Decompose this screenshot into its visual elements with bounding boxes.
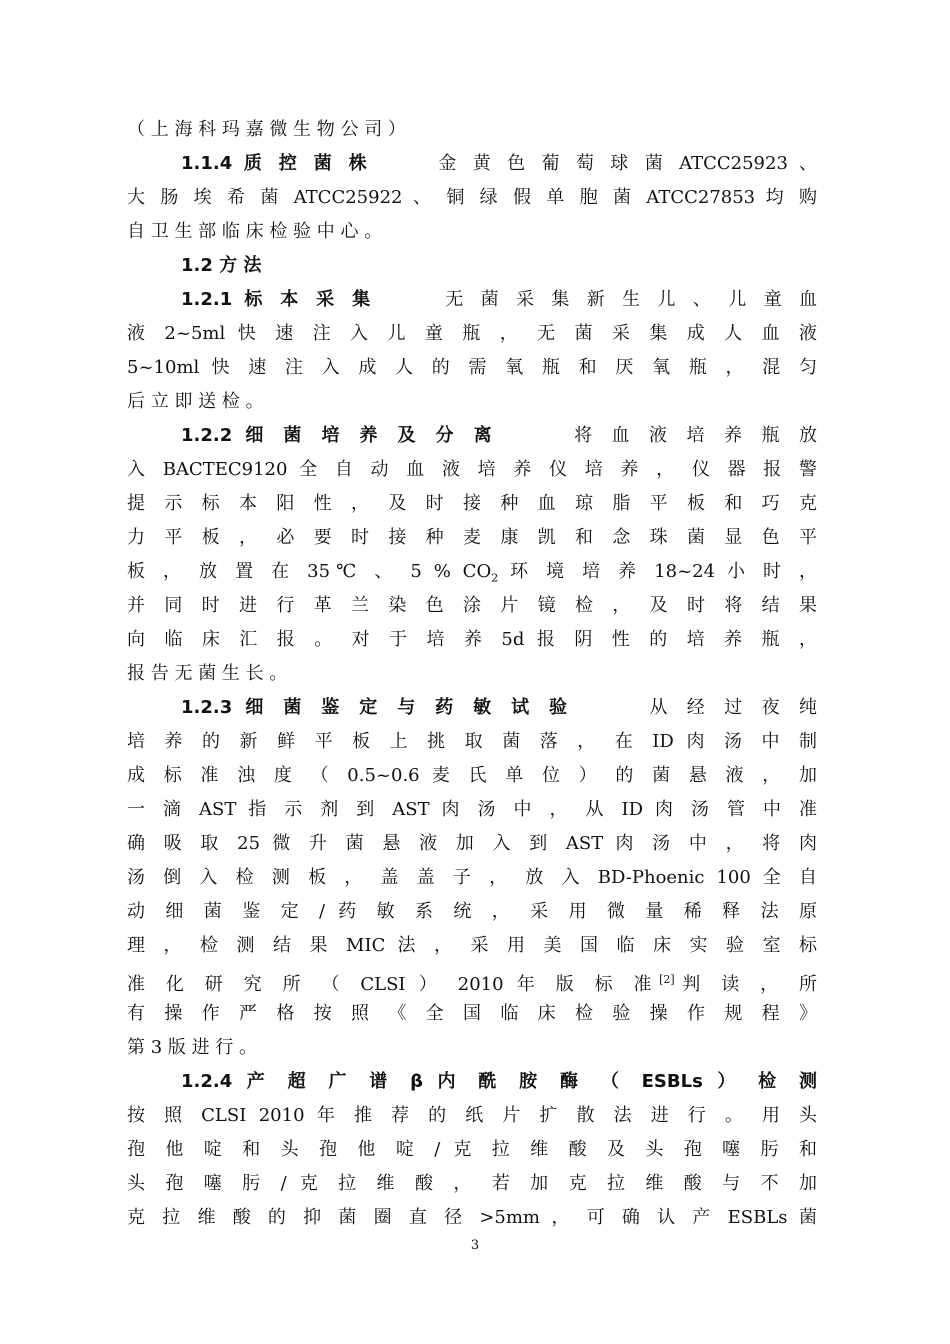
text-line: 按 照 CLSI 2010 年 推 荐 的 纸 片 扩 散 法 进 行 。 用 头 [127, 1105, 817, 1126]
text-run: 从 经 过 夜 纯 [649, 697, 817, 718]
text-line: 大 肠 埃 希 菌 ATCC25922 、 铜 绿 假 单 胞 菌 ATCC27853 均 购 [127, 187, 817, 208]
section-1-2-4-line [181, 1066, 817, 1098]
section-1-2-line [181, 250, 817, 282]
text-line: 并 同 时 进 行 革 兰 染 色 涂 片 镜 检 ， 及 时 将 结 果 [127, 595, 817, 616]
section-1-2-1-line [181, 284, 817, 316]
text-line: 培 养 的 新 鲜 平 板 上 挑 取 菌 落 ， 在 ID 肉 汤 中 制 [127, 731, 817, 752]
subscript: 2 [491, 571, 499, 585]
section-1-2-2-line [181, 420, 817, 452]
text-line: 第 3 版 进 行 。 [127, 1037, 258, 1058]
section-1-1-4-line [181, 148, 817, 180]
text-line [127, 964, 817, 996]
text-run: 板 ， 放 置 在 35℃ 、 5 % CO [127, 561, 492, 582]
heading-1-2-4: 1.2.4 产 超 广 谱 β 内 酰 胺 酶 （ ESBLs ） 检 测 [181, 1071, 817, 1092]
text-run: 准 化 研 究 所 （ CLSI ） 2010 年 版 标 准 [127, 974, 660, 995]
text-line [127, 556, 817, 588]
text-line: 入 BACTEC9120 全 自 动 血 液 培 养 仪 培 养 ， 仪 器 报 警 [127, 459, 817, 480]
citation-superscript: [2] [659, 973, 675, 986]
text-line: 5~10ml 快 速 注 入 成 人 的 需 氧 瓶 和 厌 氧 瓶 ， 混 匀 [127, 357, 817, 378]
heading-1-2-2: 1.2.2 细 菌 培 养 及 分 离 [181, 425, 499, 446]
text-line: 向 临 床 汇 报 。 对 于 培 养 5d 报 阴 性 的 培 养 瓶 ， [127, 629, 817, 650]
text-line: 提 示 标 本 阳 性 ， 及 时 接 种 血 琼 脂 平 板 和 巧 克 [127, 493, 817, 514]
text-run: 判 读 ， 所 [674, 974, 817, 995]
text-line: 后 立 即 送 检 。 [127, 391, 264, 412]
text-line: 力 平 板 ， 必 要 时 接 种 麦 康 凯 和 念 珠 菌 显 色 平 [127, 527, 817, 548]
text-line: 动 细 菌 鉴 定 / 药 敏 系 统 ， 采 用 微 量 稀 释 法 原 [127, 901, 817, 922]
text-line: 报 告 无 菌 生 长 。 [127, 663, 288, 684]
text-run: 环 境 培 养 18~24 小 时 ， [498, 561, 817, 582]
page-number: 3 [470, 1238, 480, 1253]
text-run: 金 黄 色 葡 萄 球 菌 ATCC25923 、 [438, 153, 817, 174]
heading-1-2-1: 1.2.1 标 本 采 集 [181, 289, 376, 310]
text-line: 孢 他 啶 和 头 孢 他 啶 / 克 拉 维 酸 及 头 孢 噻 肟 和 [127, 1139, 817, 1160]
text-line: 液 2~5ml 快 速 注 入 儿 童 瓶 ， 无 菌 采 集 成 人 血 液 [127, 323, 818, 344]
text-line: 头 孢 噻 肟 / 克 拉 维 酸 ， 若 加 克 拉 维 酸 与 不 加 [127, 1173, 817, 1194]
text-line: 一 滴 AST 指 示 剂 到 AST 肉 汤 中 ， 从 ID 肉 汤 管 中 准 [127, 799, 817, 820]
text-line: 成 标 准 浊 度 （ 0.5~0.6 麦 氏 单 位 ） 的 菌 悬 液 ， 加 [127, 765, 817, 786]
text-line: 确 吸 取 25 微 升 菌 悬 液 加 入 到 AST 肉 汤 中 ， 将 肉 [127, 833, 817, 854]
heading-1-2-3: 1.2.3 细 菌 鉴 定 与 药 敏 试 验 [181, 697, 574, 718]
text-run: 无 菌 采 集 新 生 儿 、 儿 童 血 [445, 289, 817, 310]
text-line: 克 拉 维 酸 的 抑 菌 圈 直 径 >5mm ， 可 确 认 产 ESBLs 菌 [127, 1207, 817, 1228]
text-run: 将 血 液 培 养 瓶 放 [574, 425, 817, 446]
text-line: 理 ， 检 测 结 果 MIC 法 ， 采 用 美 国 临 床 实 验 室 标 [127, 935, 817, 956]
heading-1-1-4: 1.1.4 质 控 菌 株 [181, 153, 372, 174]
heading-1-2: 1.2 方 法 [181, 255, 262, 276]
text-line: 自 卫 生 部 临 床 检 验 中 心 。 [127, 221, 383, 242]
text-line: 有 操 作 严 格 按 照 《 全 国 临 床 检 验 操 作 规 程 》 [127, 1003, 817, 1024]
text-line: 汤 倒 入 检 测 板 ， 盖 盖 子 ， 放 入 BD-Phoenic 100 全 自 [127, 867, 817, 888]
text-line: （ 上 海 科 玛 嘉 微 生 物 公 司 ） [127, 119, 406, 140]
section-1-2-3-line [181, 692, 817, 724]
